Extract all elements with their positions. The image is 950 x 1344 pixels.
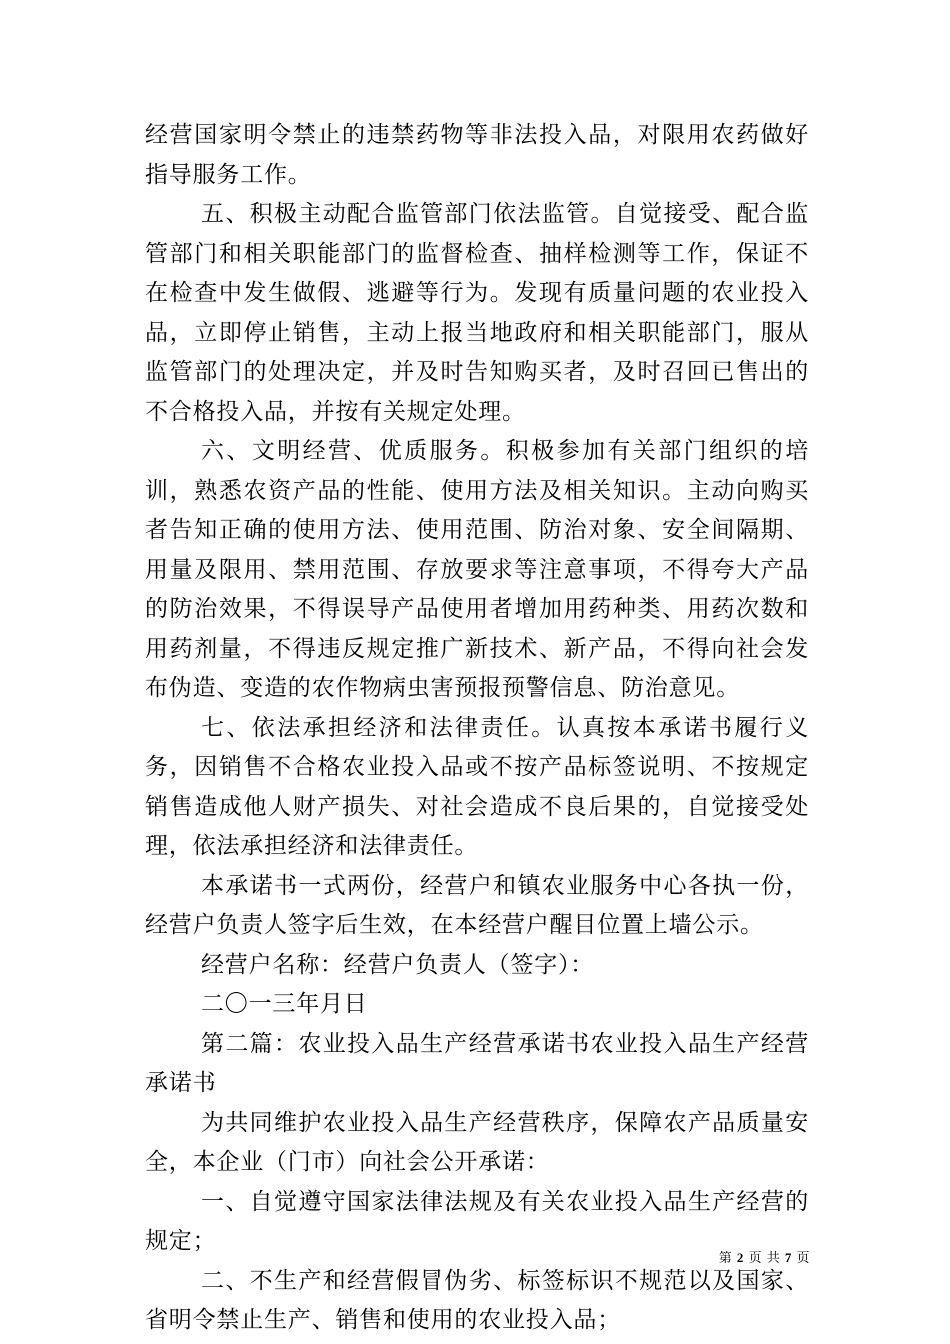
footer-total-pages: 7 [784,1250,792,1265]
paragraph-item-1: 一、自觉遵守国家法律法规及有关农业投入品生产经营的规定； [145,1188,809,1254]
footer-prefix: 第 [718,1251,733,1266]
paragraph-item-6: 六、文明经营、优质服务。积极参加有关部门组织的培训，熟悉农资产品的性能、使用方法及相关知识。主动向购买者告知正确的使用方法、使用范围、防治对象、安全间隔期、用量及限用、禁用范围、存放要求等注意事项，不得夸大产品的防治效果，不得误导产品使用者增加用药种类、用药次数和用药剂量，不得违反规定推广新技术、新产品，不得向社会发布伪造、变造的农作物病虫害预报预警信息、防治意见。 [145,438,809,701]
paragraph-intro: 为共同维护农业投入品生产经营秩序，保障农产品质量安全，本企业（门市）向社会公开承诺： [145,1109,809,1175]
document-body [145,116,809,1341]
footer-suffix: 页 [796,1251,810,1266]
paragraph-item-5: 五、积极主动配合监管部门依法监管。自觉接受、配合监管部门和相关职能部门的监督检查、抽样检测等工作，保证不在检查中发生做假、逃避等行为。发现有质量问题的农业投入品，立即停止销售，主动上报当地政府和相关职能部门，服从监管部门的处理决定，并及时告知购买者，及时召回已售出的不合格投入品，并按有关规定处理。 [145,201,809,425]
paragraph-continuation: 经营国家明令禁止的违禁药物等非法投入品，对限用农药做好指导服务工作。 [145,122,809,188]
paragraph-item-7: 七、依法承担经济和法律责任。认真按本承诺书履行义务，因销售不合格农业投入品或不按产品标签说明、不按规定销售造成他人财产损失、对社会造成不良后果的，自觉接受处理，依法承担经济和法律责任。 [145,714,809,859]
paragraph-copies-note: 本承诺书一式两份，经营户和镇农业服务中心各执一份，经营户负责人签字后生效，在本经营户醒目位置上墙公示。 [145,872,809,938]
page-footer [700,1247,810,1266]
paragraph-signature-line: 经营户名称：经营户负责人（签字）： [201,951,595,978]
paragraph-section-title: 第二篇：农业投入品生产经营承诺书农业投入品生产经营承诺书 [145,1030,809,1096]
paragraph-item-2: 二、不生产和经营假冒伪劣、标签标识不规范以及国家、省明令禁止生产、销售和使用的农业投入品； [145,1267,809,1333]
footer-page-number: 2 [736,1250,744,1265]
paragraph-date: 二〇一三年月日 [201,991,368,1017]
footer-middle: 页 共 [748,1251,781,1266]
